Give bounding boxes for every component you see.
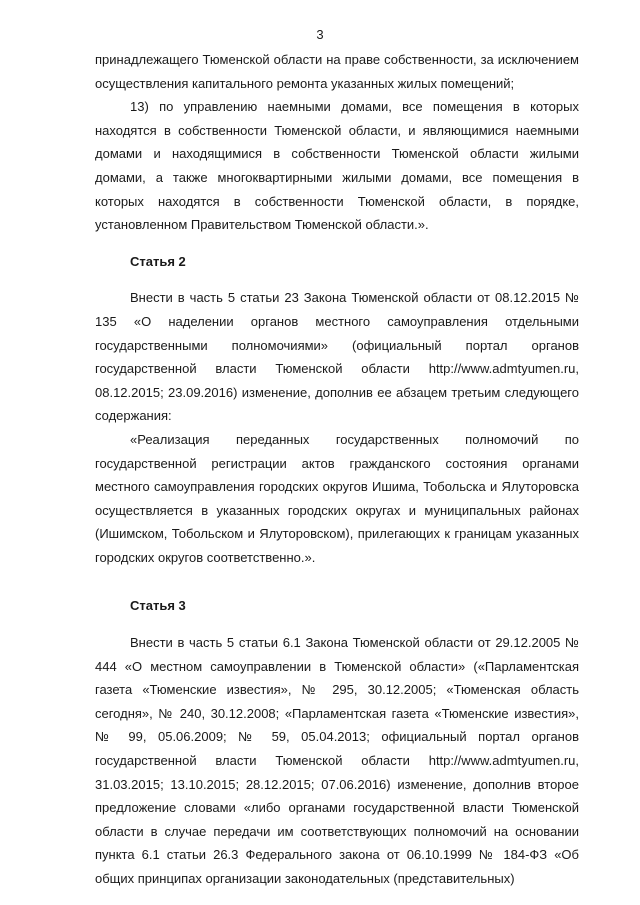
article-2-paragraph: Внести в часть 5 статьи 23 Закона Тюменской области от 08.12.2015 № 135 «О наделении органов местного самоуправления отдельными государственными полномочиями» (официальный портал органов государственной власти Тюменской области http://www.admtyumen.ru, 08.12.2015; 23.09.2016) изменение, дополнив ее абзацем третьим следующего содержания: (95, 290, 579, 424)
spacer (95, 273, 579, 286)
paragraph-continuation: принадлежащего Тюменской области на праве собственности, за исключением осуществления капитального ремонта указанных жилых помещений; (95, 52, 579, 91)
article-3-heading: Статья 3 (130, 598, 186, 614)
page-number: 3 (316, 27, 324, 42)
spacer (95, 569, 579, 594)
article-2-heading: Статья 2 (130, 253, 186, 269)
article-2-quote: «Реализация переданных государственных полномочий по государственной регистрации актов гражданского состояния органами местного самоуправления городских округов Ишима, Тобольска и Ялуторовска осуществляется в указанных городских округах и муниципальных районах (Ишимском, Тобольском и Ялуторовском), прилегающих к границам указанных городских округов соответственно.». (95, 431, 579, 565)
document-body (95, 48, 579, 891)
spacer (95, 618, 579, 631)
article-3-paragraph: Внести в часть 5 статьи 6.1 Закона Тюменской области от 29.12.2005 № 444 «О местном самоуправлении в Тюменской области» («Парламентская газета «Тюменские известия», № 295, 30.12.2005; «Тюменская область сегодня», № 240, 30.12.2008; «Парламентская газета «Тюменские известия», № 99, 05.06.2009; № 59, 05.04.2013; официальный портал органов государственной власти Тюменской области http://www.admtyumen.ru, 31.03.2015; 13.10.2015; 28.12.2015; 07.06.2016) изменение, дополнив второе предложение словами «либо органами государственной власти Тюменской области в случае передачи им соответствующих полномочий на основании пункта 6.1 статьи 26.3 Федерального закона от 06.10.1999 № 184-ФЗ «Об общих принципах организации законодательных (представительных) (95, 635, 579, 886)
paragraph-item-13: 13) по управлению наемными домами, все помещения в которых находятся в собственности Тюменской области, и являющимися наемными домами и находящимися в собственности Тюменской области жилыми домами, а также многоквартирными жилыми домами, все помещения в которых находятся в собственности Тюменской области, в порядке, установленном Правительством Тюменской области.». (95, 99, 579, 233)
spacer (95, 237, 579, 250)
